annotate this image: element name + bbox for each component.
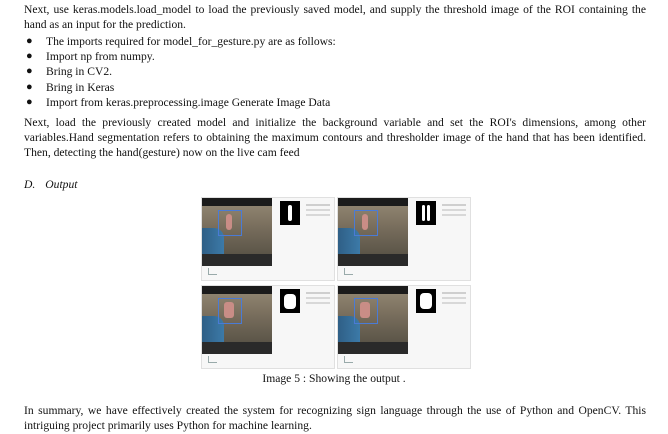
- list-item: [24, 34, 644, 49]
- hand-image: [360, 302, 370, 318]
- imports-list: [24, 34, 644, 110]
- output-figure: [201, 197, 469, 369]
- list-item: [24, 95, 644, 110]
- threshold-image: [416, 289, 436, 313]
- output-screenshot-1: [201, 197, 335, 281]
- bullet-icon: ●: [26, 50, 33, 63]
- list-item-text: Bring in CV2.: [46, 65, 113, 79]
- intro-paragraph: Next, use keras.models.load_model to load the previously saved model, and supply the threshold image of the ROI containing the hand as an input for the prediction.: [24, 3, 646, 32]
- process-paragraph: Next, load the previously created model and initialize the background variable and set the ROI's dimensions, among other variables.Hand segmentation refers to obtaining the maximum contours and thresholder image of the hand that has been identified. Then, detecting the hand(gesture) now on the live cam feed: [24, 116, 646, 160]
- output-screenshot-4: [337, 285, 471, 369]
- list-item: [24, 64, 644, 79]
- threshold-image: [416, 201, 436, 225]
- list-item: [24, 80, 644, 95]
- threshold-image: [280, 289, 300, 313]
- list-item: [24, 49, 644, 64]
- hand-image: [226, 214, 232, 230]
- bullet-icon: ●: [26, 65, 33, 78]
- bullet-icon: ●: [26, 95, 33, 108]
- threshold-image: [280, 201, 300, 225]
- list-item-text: Import np from numpy.: [46, 50, 155, 64]
- summary-paragraph: In summary, we have effectively created the system for recognizing sign language through the use of Python and OpenCV. This intriguing project primarily uses Python for machine learning.: [24, 404, 646, 433]
- bullet-icon: ●: [26, 35, 33, 47]
- list-item-text: Import from keras.preprocessing.image Generate Image Data: [46, 95, 331, 109]
- section-heading: [24, 178, 78, 191]
- output-screenshot-2: [337, 197, 471, 281]
- bullet-icon: ●: [26, 80, 33, 93]
- figure-caption: Image 5 : Showing the output .: [262, 372, 406, 385]
- output-screenshot-3: [201, 285, 335, 369]
- section-number: D.: [24, 178, 36, 191]
- section-title: Output: [45, 178, 78, 191]
- list-item-text: Bring in Keras: [46, 80, 115, 94]
- hand-image: [224, 302, 234, 318]
- list-item-text: The imports required for model_for_gesture.py are as follows:: [46, 35, 336, 48]
- hand-image: [362, 214, 368, 230]
